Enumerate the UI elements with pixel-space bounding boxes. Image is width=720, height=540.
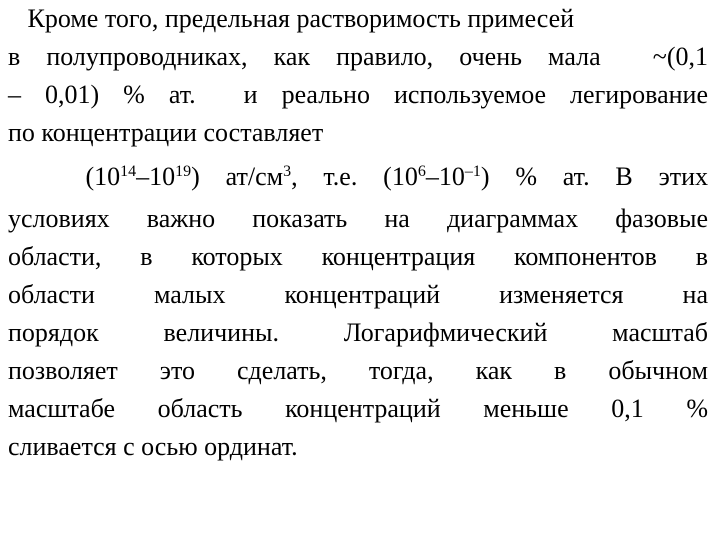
text-line-10: масштабе область концентраций меньше 0,1 % (8, 394, 708, 423)
formula-segment-3: , т.е. (10 (291, 162, 418, 191)
text-line-8: порядок величины. Логарифмический масштаб (8, 318, 708, 347)
text-line-7: области малых концентраций изменяется на (8, 280, 708, 309)
formula-prefix: (10 (8, 162, 121, 191)
text-line-3: – 0,01) % ат. и реально используемое легирование (8, 80, 708, 109)
formula-segment-4: –10 (425, 162, 465, 191)
text-line-11: сливается с осью ординат. (8, 432, 298, 461)
formula-suffix: ) % ат. В этих (480, 162, 709, 191)
formula-exponent-5: –1 (464, 163, 481, 180)
formula-exponent-1: 14 (120, 163, 137, 180)
text-line-2: в полупроводниках, как правило, очень мала ~(0,1 (8, 42, 708, 71)
formula-line (8, 162, 708, 192)
formula-exponent-3: 3 (283, 163, 292, 180)
formula-segment-1: –10 (136, 162, 176, 191)
formula-exponent-4: 6 (417, 163, 426, 180)
text-line-4: по концентрации составляет (8, 118, 324, 147)
formula-segment-2: ) ат/см (191, 162, 284, 191)
formula-exponent-2: 19 (175, 163, 192, 180)
text-line-5: условиях важно показать на диаграммах фазовые (8, 204, 708, 233)
text-line-1: Кроме того, предельная растворимость примесей (8, 4, 575, 33)
text-line-6: области, в которых концентрация компонентов в (8, 242, 708, 271)
text-line-9: позволяет это сделать, тогда, как в обычном (8, 356, 708, 385)
